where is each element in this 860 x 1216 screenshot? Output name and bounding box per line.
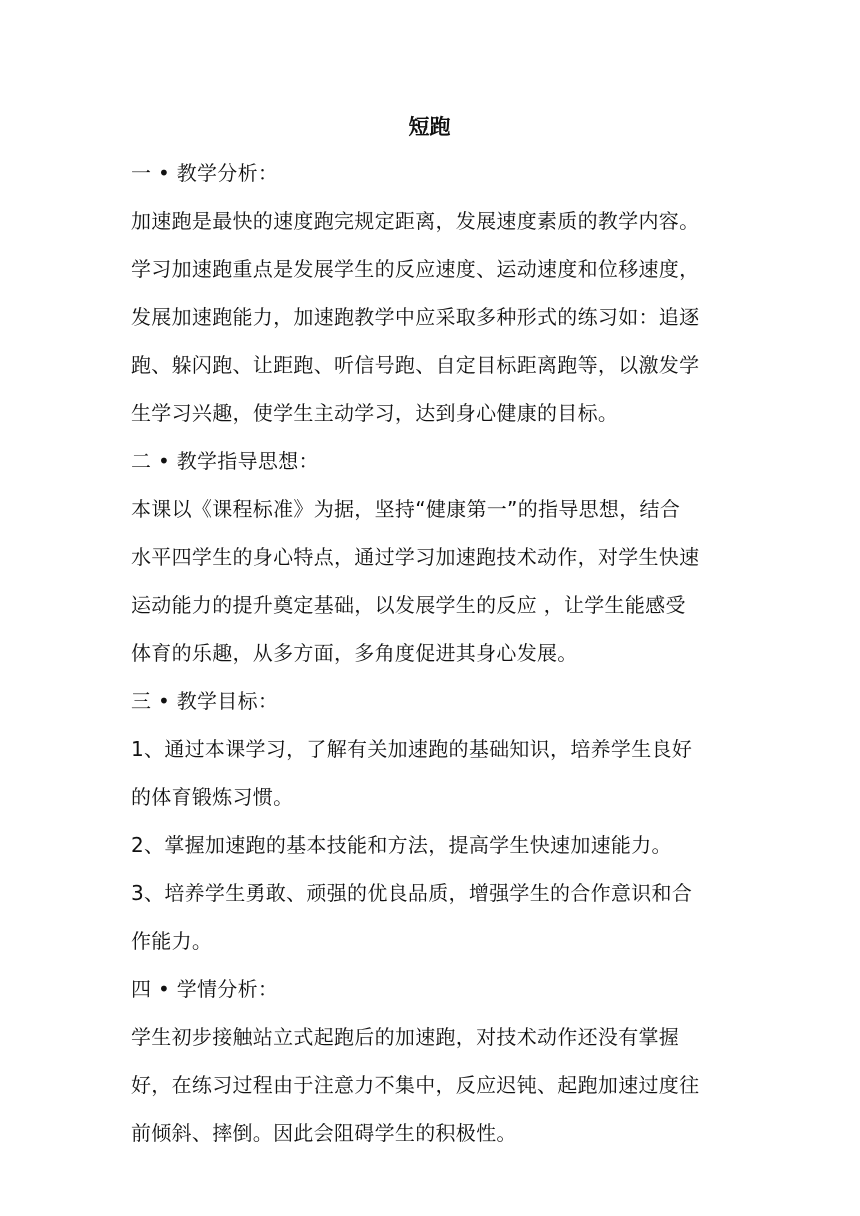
paragraph-line: 本课以《课程标准》为据，坚持“健康第一”的指导思想，结合 bbox=[131, 497, 681, 521]
objective-item-continued: 作能力。 bbox=[131, 929, 213, 953]
paragraph-line: 好，在练习过程由于注意力不集中，反应迟钝、起跑加速过度往 bbox=[131, 1073, 700, 1097]
paragraph-line: 体育的乐趣，从多方面，多角度促进其身心发展。 bbox=[131, 641, 578, 665]
section-heading-analysis: 一 • 教学分析： bbox=[131, 161, 279, 185]
paragraph-line: 跑、躲闪跑、让距跑、听信号跑、自定目标距离跑等，以激发学 bbox=[131, 353, 700, 377]
section-heading-student-analysis: 四 • 学情分析： bbox=[131, 977, 279, 1001]
paragraph-line: 学生初步接触站立式起跑后的加速跑，对技术动作还没有掌握 bbox=[131, 1025, 680, 1049]
objective-item-continued: 的体育锻炼习惯。 bbox=[131, 785, 294, 809]
paragraph-line: 生学习兴趣，使学生主动学习，达到身心健康的目标。 bbox=[131, 401, 619, 425]
section-heading-guiding-idea: 二 • 教学指导思想： bbox=[131, 449, 319, 473]
objective-item: 3、培养学生勇敢、顽强的优良品质，增强学生的合作意识和合 bbox=[131, 881, 693, 905]
paragraph-line: 前倾斜、摔倒。因此会阻碍学生的积极性。 bbox=[131, 1121, 517, 1145]
objective-item: 2、掌握加速跑的基本技能和方法，提高学生快速加速能力。 bbox=[131, 833, 672, 857]
section-heading-objectives: 三 • 教学目标： bbox=[131, 689, 279, 713]
paragraph-line: 学习加速跑重点是发展学生的反应速度、运动速度和位移速度， bbox=[131, 257, 700, 281]
document-title: 短跑 bbox=[408, 115, 451, 139]
objective-item: 1、通过本课学习，了解有关加速跑的基础知识，培养学生良好 bbox=[131, 737, 693, 761]
paragraph-line: 发展加速跑能力，加速跑教学中应采取多种形式的练习如：追逐 bbox=[131, 305, 700, 329]
paragraph-line: 加速跑是最快的速度跑完规定距离，发展速度素质的教学内容。 bbox=[131, 209, 700, 233]
paragraph-line: 运动能力的提升奠定基础，以发展学生的反应 ，让学生能感受 bbox=[131, 593, 686, 617]
paragraph-line: 水平四学生的身心特点，通过学习加速跑技术动作，对学生快速 bbox=[131, 545, 700, 569]
